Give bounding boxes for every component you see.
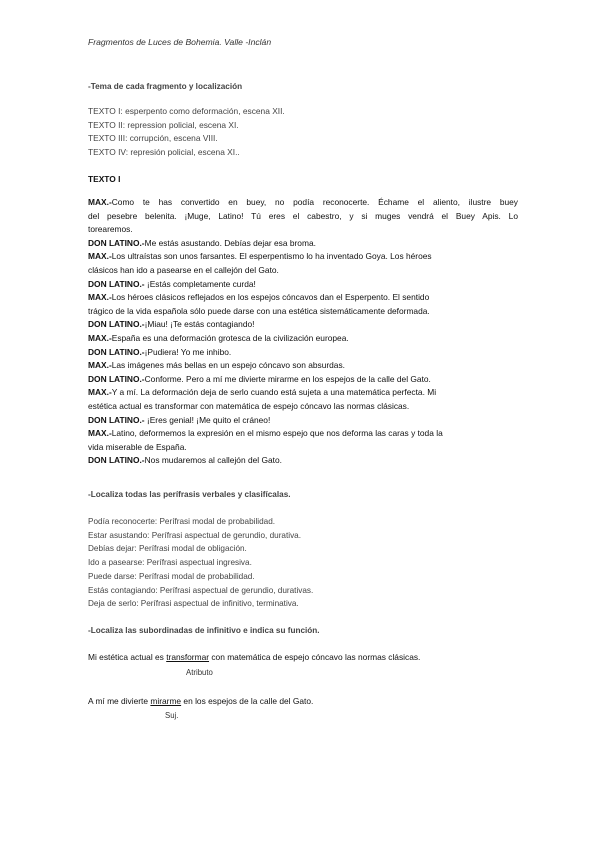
dialogue-line xyxy=(88,264,518,278)
example-2-function-label: Suj. xyxy=(165,711,179,720)
texto1-title: TEXTO I xyxy=(88,174,121,184)
dialogue-text: ¡Pudiera! Yo me inhibo. xyxy=(144,346,232,357)
speaker-name: DON LATINO.- xyxy=(88,278,145,289)
dialogue-text: torearemos. xyxy=(88,224,133,235)
speaker-name: DON LATINO.- xyxy=(88,373,145,384)
dialogue-text: Conforme. Pero a mí me divierte mirarme en los espejos de la calle del Gato. xyxy=(144,373,431,384)
example-2-after: en los espejos de la calle del Gato. xyxy=(181,696,314,706)
dialogue-text: ¡Miau! ¡Te estás contagiando! xyxy=(144,319,255,330)
speaker-name: DON LATINO.- xyxy=(88,237,145,248)
tema-item: TEXTO III: corrupción, escena VIII. xyxy=(88,133,218,144)
document-header: Fragmentos de Luces de Bohemia. Valle -Inclán xyxy=(88,37,272,47)
perifrasis-item: Podía reconocerte: Perífrasi modal de probabilidad. xyxy=(88,517,276,526)
dialogue-line xyxy=(88,196,518,210)
dialogue-line xyxy=(88,305,518,319)
dialogue-text: estética actual es transformar con matemática de espejo cóncavo las normas clásicas. xyxy=(88,400,410,411)
dialogue-text: Como te has convertido en buey, no podía reconocerte. Échame el aliento, ilustre buey xyxy=(111,197,518,207)
dialogue-text: España es una deformación grotesca de la civilización europea. xyxy=(111,332,349,343)
perifrasis-item: Debías dejar: Perífrasi modal de obligación. xyxy=(88,544,247,554)
dialogue-line xyxy=(88,373,518,387)
dialogue-text: Las imágenes más bellas en un espejo cóncavo son absurdas. xyxy=(111,360,345,371)
tema-list xyxy=(88,105,285,160)
dialogue-line xyxy=(88,291,518,305)
tema-item: TEXTO II: repression policial, escena XI. xyxy=(88,119,239,130)
dialogue-text: del pesebre belenita. ¡Muge, Latino! Tú eres el cabestro, y si muges vendrá el Buey Apis. Lo xyxy=(88,210,518,221)
perifrasis-item: Estar asustando: Perífrasi aspectual de gerundio, durativa. xyxy=(88,530,301,540)
speaker-name: MAX.- xyxy=(88,292,112,303)
dialogue-text: Y a mí. La deformación deja de serlo cuando está sujeta a una matemática perfecta. Mi xyxy=(111,387,437,398)
dialogue-text: vida miserable de España. xyxy=(88,441,187,452)
dialogue-text: ¡Eres genial! ¡Me quito el cráneo! xyxy=(144,414,271,425)
speaker-name: DON LATINO.- xyxy=(88,414,145,425)
dialogue-text: Me estás asustando. Debías dejar esa broma. xyxy=(144,237,316,248)
dialogue-line xyxy=(88,332,518,346)
dialogue-text: ¡Estás completamente curda! xyxy=(144,278,256,289)
example-1-after: con matemática de espejo cóncavo las normas clásicas. xyxy=(209,652,421,662)
tema-item: TEXTO IV: represión policial, escena XI.. xyxy=(88,147,240,158)
dialogue-line xyxy=(88,210,518,224)
example-2-infinitive: mirarme xyxy=(150,696,182,706)
speaker-name: DON LATINO.- xyxy=(88,455,145,466)
dialogue-text: Nos mudaremos al callejón del Gato. xyxy=(144,455,282,466)
perifrasis-item: Ido a pasearse: Perífrasi aspectual ingresiva. xyxy=(88,558,252,568)
speaker-name: MAX.- xyxy=(88,332,112,343)
example-1-function-label: Atributo xyxy=(186,668,213,677)
section-title-subordinadas: -Localiza las subordinadas de infinitivo e indica su función. xyxy=(88,626,320,635)
speaker-name: DON LATINO.- xyxy=(88,319,145,330)
speaker-name: MAX.- xyxy=(88,251,112,262)
texto1-dialogue xyxy=(88,196,518,468)
dialogue-line xyxy=(88,346,518,360)
dialogue-line xyxy=(88,223,518,237)
dialogue-text: Los ultraístas son unos farsantes. El esperpentismo lo ha inventado Goya. Los héroes xyxy=(111,251,432,262)
speaker-name: MAX.- xyxy=(88,428,112,439)
tema-item: TEXTO I: esperpento como deformación, escena XII. xyxy=(88,106,285,116)
dialogue-line xyxy=(88,400,518,414)
perifrasis-item: Deja de serlo: Perífrasi aspectual de infinitivo, terminativa. xyxy=(88,599,299,609)
speaker-name: MAX.- xyxy=(88,387,112,398)
perifrasis-item: Puede darse: Perífrasi modal de probabilidad. xyxy=(88,571,255,581)
dialogue-line xyxy=(88,454,518,468)
dialogue-line xyxy=(88,414,518,428)
dialogue-text: trágico de la vida española sólo puede darse con una estética sistemáticamente deformada. xyxy=(88,305,430,316)
dialogue-line xyxy=(88,441,518,455)
dialogue-text: Latino, deformemos la expresión en el mismo espejo que nos deforma las caras y toda la xyxy=(111,428,443,439)
dialogue-line xyxy=(88,427,518,441)
section-title-perifrasis: -Localiza todas las perífrasis verbales y clasifícalas. xyxy=(88,490,291,499)
dialogue-line xyxy=(88,359,518,373)
example-sentence-1 xyxy=(88,652,420,662)
speaker-name: MAX.- xyxy=(88,197,112,207)
dialogue-line xyxy=(88,318,518,332)
example-1-infinitive: transformar xyxy=(166,652,210,662)
example-2-before: A mí me divierte xyxy=(88,696,151,706)
example-sentence-2 xyxy=(88,696,313,706)
perifrasis-item: Estás contagiando: Perífrasi aspectual de gerundio, durativas. xyxy=(88,585,314,595)
dialogue-text: clásicos han ido a pasearse en el callejón del Gato. xyxy=(88,264,279,275)
perifrasis-list xyxy=(88,515,313,611)
dialogue-line xyxy=(88,278,518,292)
dialogue-line xyxy=(88,386,518,400)
speaker-name: MAX.- xyxy=(88,360,112,371)
section-title-tema: -Tema de cada fragmento y localización xyxy=(88,82,243,91)
dialogue-text: Los héroes clásicos reflejados en los espejos cóncavos dan el Esperpento. El sentido xyxy=(111,292,430,303)
dialogue-line xyxy=(88,237,518,251)
speaker-name: DON LATINO.- xyxy=(88,346,145,357)
example-1-before: Mi estética actual es xyxy=(88,652,167,662)
dialogue-line xyxy=(88,250,518,264)
